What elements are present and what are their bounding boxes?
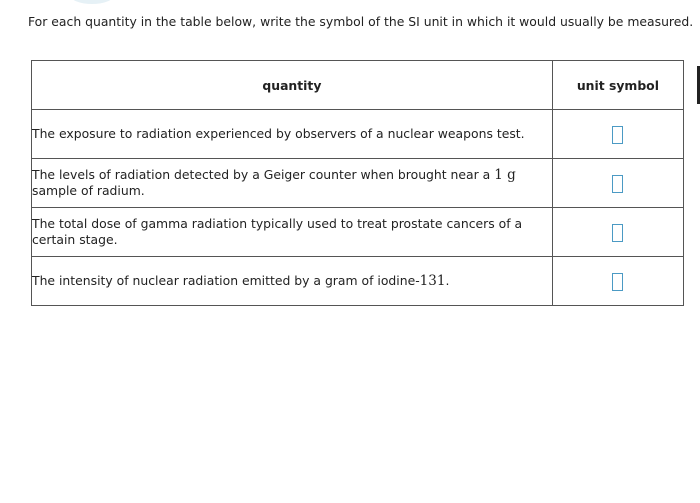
unit-symbol-input[interactable] <box>612 126 623 144</box>
quantity-text: The levels of radiation detected by a Geiger counter when brought near a <box>32 167 495 182</box>
quantity-text: The total dose of gamma radiation typically used to treat prostate cancers of a certain stage. <box>32 216 523 247</box>
table-row <box>32 110 684 159</box>
unit-cell <box>552 257 683 306</box>
quantity-text-suffix: . <box>445 273 450 288</box>
unit-symbol-input[interactable] <box>612 273 623 291</box>
instructions-text: For each quantity in the table below, write the symbol of the SI unit in which it would usually be measured. <box>28 14 694 29</box>
unit-cell <box>552 110 683 159</box>
quantity-header: quantity <box>32 61 553 110</box>
quantity-math: 131 <box>419 273 446 289</box>
quantity-text: The intensity of nuclear radiation emitted by a gram of iodine- <box>32 273 420 288</box>
table-row <box>32 257 684 306</box>
table-row <box>32 208 684 257</box>
quantity-cell <box>32 208 553 257</box>
quantity-cell <box>32 110 553 159</box>
unit-cell <box>552 208 683 257</box>
unit-symbol-header: unit symbol <box>552 61 683 110</box>
quantity-cell <box>32 257 553 306</box>
quantity-cell <box>32 159 553 208</box>
table-header-row <box>32 61 684 110</box>
quantity-text: The exposure to radiation experienced by observers of a nuclear weapons test. <box>32 126 525 141</box>
unit-cell <box>552 159 683 208</box>
quantity-math: 1 g <box>494 167 516 183</box>
quantity-table <box>31 60 684 306</box>
unit-symbol-input[interactable] <box>612 224 623 242</box>
quantity-text-suffix: sample of radium. <box>32 183 145 198</box>
unit-symbol-input[interactable] <box>612 175 623 193</box>
table-row <box>32 159 684 208</box>
decorative-blob <box>70 0 114 4</box>
